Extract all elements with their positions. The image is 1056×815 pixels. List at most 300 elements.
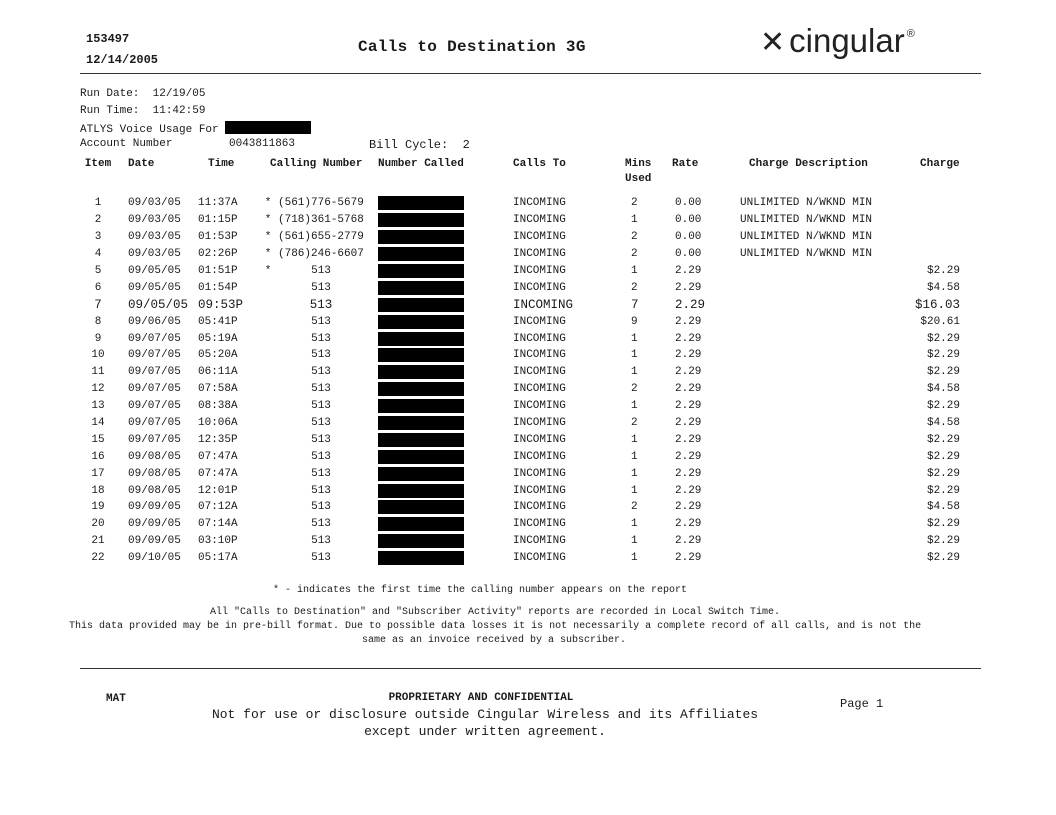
- row-calls-to: INCOMING: [513, 433, 566, 446]
- table-row: [80, 431, 980, 448]
- row-mins-used: 1: [631, 450, 638, 463]
- row-number-called: [378, 279, 513, 296]
- calling-number: (786)246-6607: [278, 248, 364, 261]
- row-charge: $4.58: [926, 281, 960, 294]
- redacted-number-called: [378, 484, 464, 498]
- row-number-called: [378, 499, 513, 516]
- row-rate: 2.29: [675, 518, 702, 531]
- table-row: [80, 381, 980, 398]
- table-header-row: [80, 157, 980, 195]
- row-charge-description: [740, 415, 900, 432]
- row-number-called: [378, 431, 513, 448]
- table-row: [80, 330, 980, 347]
- table-row: [80, 279, 980, 296]
- row-charge-description: [740, 364, 900, 381]
- row-item: 11: [91, 366, 105, 379]
- page-indicator: [840, 697, 883, 711]
- row-number-called: [378, 229, 513, 246]
- row-rate: 2.29: [675, 417, 702, 430]
- row-number-called: [378, 448, 513, 465]
- redacted-name: [225, 121, 311, 134]
- row-calling-number: [258, 381, 378, 398]
- row-calling-number: [258, 263, 378, 280]
- row-charge-description: [740, 330, 900, 347]
- confidential-heading: PROPRIETARY AND CONFIDENTIAL: [388, 692, 574, 704]
- row-calls-to: INCOMING: [513, 248, 566, 261]
- table-row: [80, 263, 980, 280]
- row-number-called: [378, 482, 513, 499]
- account-number-value: 0043811863: [229, 138, 296, 150]
- row-mins-used: 1: [631, 400, 638, 413]
- redacted-number-called: [378, 433, 464, 447]
- row-time: 01:53P: [198, 231, 238, 244]
- table-row: [80, 229, 980, 246]
- row-calling-number: [258, 415, 378, 432]
- document-date: 12/14/2005: [86, 53, 159, 67]
- row-date: 09/07/05: [128, 366, 181, 379]
- table-row: [80, 313, 980, 330]
- row-calls-to: INCOMING: [513, 467, 566, 480]
- row-rate: 2.29: [675, 552, 702, 565]
- row-mins-used: 1: [631, 484, 638, 497]
- row-mins-used: 2: [631, 383, 638, 396]
- row-date: 09/07/05: [128, 417, 181, 430]
- row-charge: $16.03: [914, 297, 960, 312]
- row-mins-used: 1: [631, 332, 638, 345]
- row-charge: $2.29: [926, 400, 960, 413]
- row-charge-description: UNLIMITED N/WKND MIN: [740, 214, 873, 227]
- calling-number: 513: [311, 450, 331, 463]
- redacted-number-called: [378, 230, 464, 244]
- col-header-calls-to: Calls To: [513, 158, 566, 170]
- row-time: 07:47A: [198, 467, 238, 480]
- row-mins-used: 2: [631, 417, 638, 430]
- calling-number: 513: [311, 332, 331, 345]
- bill-cycle: [369, 138, 470, 152]
- row-calling-number: [258, 347, 378, 364]
- calling-number: 513: [311, 433, 331, 446]
- row-calls-to: INCOMING: [513, 400, 566, 413]
- row-time: 07:14A: [198, 518, 238, 531]
- row-item: 14: [91, 417, 105, 430]
- row-mins-used: 1: [631, 518, 638, 531]
- row-mins-used: 1: [631, 467, 638, 480]
- first-appearance-star: *: [264, 248, 272, 261]
- table-row: [80, 550, 980, 567]
- calling-number: 513: [311, 281, 331, 294]
- row-mins-used: 2: [631, 197, 638, 210]
- row-charge: $4.58: [926, 501, 960, 514]
- row-time: 12:01P: [198, 484, 238, 497]
- row-mins-used: 1: [631, 366, 638, 379]
- row-time: 05:20A: [198, 349, 238, 362]
- calling-number: 513: [311, 552, 331, 565]
- mins-label: Mins: [625, 158, 652, 170]
- row-rate: 2.29: [675, 349, 702, 362]
- row-item: 10: [91, 349, 105, 362]
- calling-number: 513: [311, 467, 331, 480]
- run-time-value: 11:42:59: [152, 105, 206, 117]
- row-charge-description: [740, 516, 900, 533]
- header-divider: [80, 73, 981, 74]
- row-charge-description: [740, 482, 900, 499]
- calls-table: [80, 157, 980, 567]
- table-row: [80, 195, 980, 212]
- table-row: [80, 516, 980, 533]
- redacted-number-called: [378, 467, 464, 481]
- disclaimer-line-2: This data provided may be in pre-bill format. Due to possible data losses it is not necessarily a complete record of all calls, and is not the: [69, 621, 922, 632]
- redacted-number-called: [378, 196, 464, 210]
- row-calls-to: INCOMING: [513, 281, 566, 294]
- row-rate: 2.29: [675, 450, 702, 463]
- row-calling-number: [258, 516, 378, 533]
- row-calling-number: [258, 296, 378, 313]
- report-title: Calls to Destination 3G: [358, 38, 586, 56]
- row-charge: [900, 229, 980, 246]
- row-charge: $2.29: [926, 450, 960, 463]
- row-calling-number: [258, 229, 378, 246]
- row-mins-used: 9: [631, 315, 638, 328]
- row-item: 17: [91, 467, 105, 480]
- footer-divider: [80, 668, 981, 669]
- row-calls-to: INCOMING: [513, 501, 566, 514]
- redacted-number-called: [378, 348, 464, 362]
- run-date-label: Run Date:: [80, 88, 140, 100]
- row-calling-number: [258, 499, 378, 516]
- row-charge: $20.61: [920, 315, 960, 328]
- row-item: 8: [94, 315, 102, 328]
- calling-number: 513: [311, 484, 331, 497]
- row-calls-to: INCOMING: [513, 552, 566, 565]
- row-number-called: [378, 212, 513, 229]
- row-date: 09/08/05: [128, 484, 181, 497]
- row-calls-to: INCOMING: [513, 518, 566, 531]
- row-charge-description: [740, 263, 900, 280]
- row-mins-used: 1: [631, 214, 638, 227]
- table-row: [80, 364, 980, 381]
- row-mins-used: 1: [631, 265, 638, 277]
- calling-number: 513: [309, 297, 333, 312]
- run-date-line: [80, 88, 205, 100]
- redacted-number-called: [378, 399, 464, 413]
- row-date: 09/09/05: [128, 535, 181, 548]
- col-header-calling-number: Calling Number: [270, 158, 363, 170]
- page-number: 1: [876, 697, 884, 711]
- row-number-called: [378, 533, 513, 550]
- calling-number: 513: [311, 315, 331, 328]
- first-appearance-star: *: [264, 197, 272, 210]
- row-charge-description: [740, 533, 900, 550]
- row-date: 09/10/05: [128, 552, 181, 565]
- row-number-called: [378, 465, 513, 482]
- row-rate: 0.00: [675, 231, 702, 244]
- row-item: 7: [94, 297, 102, 312]
- row-item: 12: [91, 383, 105, 396]
- row-date: 09/05/05: [128, 265, 181, 277]
- row-rate: 2.29: [675, 467, 702, 480]
- row-date: 09/09/05: [128, 501, 181, 514]
- calling-number: (561)776-5679: [278, 197, 364, 210]
- row-charge-description: UNLIMITED N/WKND MIN: [740, 197, 873, 210]
- row-time: 01:51P: [198, 265, 238, 277]
- row-calls-to: INCOMING: [513, 231, 566, 244]
- table-row: [80, 533, 980, 550]
- row-calling-number: [258, 313, 378, 330]
- table-row: [80, 347, 980, 364]
- row-item: 1: [94, 197, 102, 210]
- row-date: 09/03/05: [128, 231, 181, 244]
- row-number-called: [378, 263, 513, 280]
- row-charge: $4.58: [926, 383, 960, 396]
- row-rate: 2.29: [675, 433, 702, 446]
- table-row: [80, 212, 980, 229]
- row-item: 16: [91, 450, 105, 463]
- col-header-charge-description: Charge Description: [749, 158, 868, 170]
- row-date: 09/07/05: [128, 332, 181, 345]
- row-mins-used: 1: [631, 349, 638, 362]
- row-charge: $2.29: [926, 518, 960, 531]
- row-calling-number: [258, 364, 378, 381]
- row-mins-used: 2: [631, 248, 638, 261]
- row-mins-used: 1: [631, 535, 638, 548]
- row-calls-to: INCOMING: [513, 383, 566, 396]
- row-calling-number: [258, 212, 378, 229]
- row-date: 09/03/05: [128, 214, 181, 227]
- row-time: 10:06A: [198, 417, 238, 430]
- calling-number: 513: [311, 535, 331, 548]
- table-row: [80, 448, 980, 465]
- calling-number: 513: [311, 366, 331, 379]
- row-time: 01:15P: [198, 214, 238, 227]
- row-item: 13: [91, 400, 105, 413]
- row-rate: 2.29: [675, 400, 702, 413]
- row-calls-to: INCOMING: [513, 484, 566, 497]
- row-mins-used: 2: [631, 501, 638, 514]
- row-date: 09/07/05: [128, 383, 181, 396]
- row-calls-to: INCOMING: [513, 265, 566, 277]
- row-charge: $2.29: [926, 467, 960, 480]
- row-time: 08:38A: [198, 400, 238, 413]
- row-charge: [900, 212, 980, 229]
- row-charge: $2.29: [926, 332, 960, 345]
- row-item: 5: [94, 265, 102, 277]
- row-charge-description: [740, 313, 900, 330]
- row-calling-number: [258, 533, 378, 550]
- row-rate: 2.29: [675, 535, 702, 548]
- row-time: 03:10P: [198, 535, 238, 548]
- row-charge-description: [740, 279, 900, 296]
- row-date: 09/03/05: [128, 248, 181, 261]
- redacted-number-called: [378, 281, 464, 295]
- row-mins-used: 1: [631, 552, 638, 565]
- row-time: 05:17A: [198, 552, 238, 565]
- row-number-called: [378, 330, 513, 347]
- usage-label: ATLYS Voice Usage For: [80, 124, 219, 136]
- redacted-number-called: [378, 315, 464, 329]
- calling-number: 513: [311, 518, 331, 531]
- row-calls-to: INCOMING: [513, 332, 566, 345]
- row-charge-description: [740, 448, 900, 465]
- row-calls-to: INCOMING: [513, 315, 566, 328]
- row-number-called: [378, 516, 513, 533]
- row-rate: 2.29: [675, 265, 702, 277]
- col-header-rate: Rate: [672, 158, 699, 170]
- disclaimer-line-1: All "Calls to Destination" and "Subscriber Activity" reports are recorded in Local Switch Time.: [209, 607, 781, 618]
- bill-cycle-label: Bill Cycle:: [369, 138, 449, 152]
- row-item: 2: [94, 214, 102, 227]
- row-charge: [900, 246, 980, 263]
- calling-number: 513: [311, 417, 331, 430]
- col-header-time: Time: [208, 158, 235, 170]
- row-calling-number: [258, 330, 378, 347]
- row-calls-to: INCOMING: [513, 535, 566, 548]
- row-date: 09/06/05: [128, 315, 181, 328]
- row-rate: 2.29: [675, 332, 702, 345]
- table-row: [80, 398, 980, 415]
- row-charge: [900, 195, 980, 212]
- row-number-called: [378, 381, 513, 398]
- row-calling-number: [258, 431, 378, 448]
- row-date: 09/07/05: [128, 400, 181, 413]
- row-number-called: [378, 195, 513, 212]
- run-time-label: Run Time:: [80, 105, 140, 117]
- redacted-number-called: [378, 365, 464, 379]
- row-number-called: [378, 347, 513, 364]
- redacted-number-called: [378, 450, 464, 464]
- row-time: 09:53P: [198, 297, 244, 312]
- cingular-jack-icon: ✕: [760, 26, 786, 59]
- row-time: 05:41P: [198, 315, 238, 328]
- row-charge-description: UNLIMITED N/WKND MIN: [740, 231, 873, 244]
- row-time: 06:11A: [198, 366, 238, 379]
- redacted-number-called: [378, 332, 464, 346]
- row-number-called: [378, 398, 513, 415]
- redacted-number-called: [378, 534, 464, 548]
- row-number-called: [378, 313, 513, 330]
- row-rate: 2.29: [675, 484, 702, 497]
- table-row: [80, 296, 980, 313]
- used-label: Used: [625, 173, 652, 185]
- row-calls-to: INCOMING: [513, 214, 566, 227]
- col-header-date: Date: [128, 158, 155, 170]
- account-number-label: Account Number: [80, 138, 173, 150]
- row-time: 07:47A: [198, 450, 238, 463]
- row-charge-description: [740, 381, 900, 398]
- row-date: 09/03/05: [128, 197, 181, 210]
- row-charge-description: UNLIMITED N/WKND MIN: [740, 248, 873, 261]
- table-row: [80, 482, 980, 499]
- confidential-line-1: Not for use or disclosure outside Cingular Wireless and its Affiliates: [211, 707, 759, 722]
- row-item: 18: [91, 484, 105, 497]
- row-date: 09/05/05: [128, 297, 189, 312]
- redacted-number-called: [378, 264, 464, 278]
- calling-number: 513: [311, 265, 331, 277]
- first-appearance-star: *: [264, 214, 272, 227]
- row-item: 9: [94, 332, 102, 345]
- calling-number: 513: [311, 349, 331, 362]
- row-time: 02:26P: [198, 248, 238, 261]
- row-item: 21: [91, 535, 105, 548]
- row-calling-number: [258, 398, 378, 415]
- row-date: 09/08/05: [128, 467, 181, 480]
- row-item: 4: [94, 248, 102, 261]
- document-id: 153497: [86, 32, 130, 46]
- row-rate: 2.29: [675, 501, 702, 514]
- row-rate: 0.00: [675, 248, 702, 261]
- row-item: 22: [91, 552, 105, 565]
- row-charge-description: [740, 398, 900, 415]
- row-calling-number: [258, 550, 378, 567]
- row-time: 12:35P: [198, 433, 238, 446]
- row-rate: 2.29: [675, 281, 702, 294]
- row-rate: 0.00: [675, 197, 702, 210]
- calling-number: 513: [311, 383, 331, 396]
- row-charge: $2.29: [926, 366, 960, 379]
- row-calls-to: INCOMING: [513, 450, 566, 463]
- first-appearance-star: *: [264, 231, 272, 244]
- row-time: 11:37A: [198, 197, 238, 210]
- row-charge-description: [740, 347, 900, 364]
- calling-number: 513: [311, 501, 331, 514]
- row-time: 01:54P: [198, 281, 238, 294]
- asterisk-note: * - indicates the first time the calling number appears on the report: [272, 585, 688, 596]
- row-number-called: [378, 296, 513, 313]
- row-calls-to: INCOMING: [513, 349, 566, 362]
- row-number-called: [378, 415, 513, 432]
- col-header-number-called: Number Called: [378, 158, 464, 170]
- row-calls-to: INCOMING: [513, 297, 574, 312]
- logo-text: cingular: [789, 22, 905, 59]
- row-calls-to: INCOMING: [513, 197, 566, 210]
- col-header-mins-used: [625, 157, 670, 195]
- row-rate: 2.29: [675, 366, 702, 379]
- row-charge-description: [740, 431, 900, 448]
- row-charge-description: [740, 550, 900, 567]
- row-time: 05:19A: [198, 332, 238, 345]
- row-rate: 2.29: [675, 383, 702, 396]
- row-calling-number: [258, 465, 378, 482]
- row-item: 15: [91, 433, 105, 446]
- row-calling-number: [258, 195, 378, 212]
- row-calls-to: INCOMING: [513, 417, 566, 430]
- table-row: [80, 415, 980, 432]
- row-rate: 2.29: [675, 297, 706, 312]
- footer-code: MAT: [106, 693, 126, 705]
- redacted-number-called: [378, 500, 464, 514]
- row-item: 6: [94, 281, 102, 294]
- bill-cycle-value: 2: [462, 138, 470, 152]
- row-charge: $2.29: [926, 433, 960, 446]
- row-charge: $2.29: [926, 552, 960, 565]
- calling-number: 513: [311, 400, 331, 413]
- row-number-called: [378, 550, 513, 567]
- row-item: 3: [94, 231, 102, 244]
- row-charge: $4.58: [926, 417, 960, 430]
- registered-mark-icon: ®: [906, 28, 915, 40]
- redacted-number-called: [378, 416, 464, 430]
- row-number-called: [378, 364, 513, 381]
- run-date-value: 12/19/05: [152, 88, 206, 100]
- run-time-line: [80, 105, 205, 117]
- table-row: [80, 465, 980, 482]
- page-label: Page: [840, 697, 869, 711]
- row-calling-number: [258, 482, 378, 499]
- table-row: [80, 246, 980, 263]
- row-calling-number: [258, 448, 378, 465]
- redacted-number-called: [378, 551, 464, 565]
- usage-line: [80, 121, 311, 136]
- disclaimer-line-3: same as an invoice received by a subscriber.: [361, 635, 627, 646]
